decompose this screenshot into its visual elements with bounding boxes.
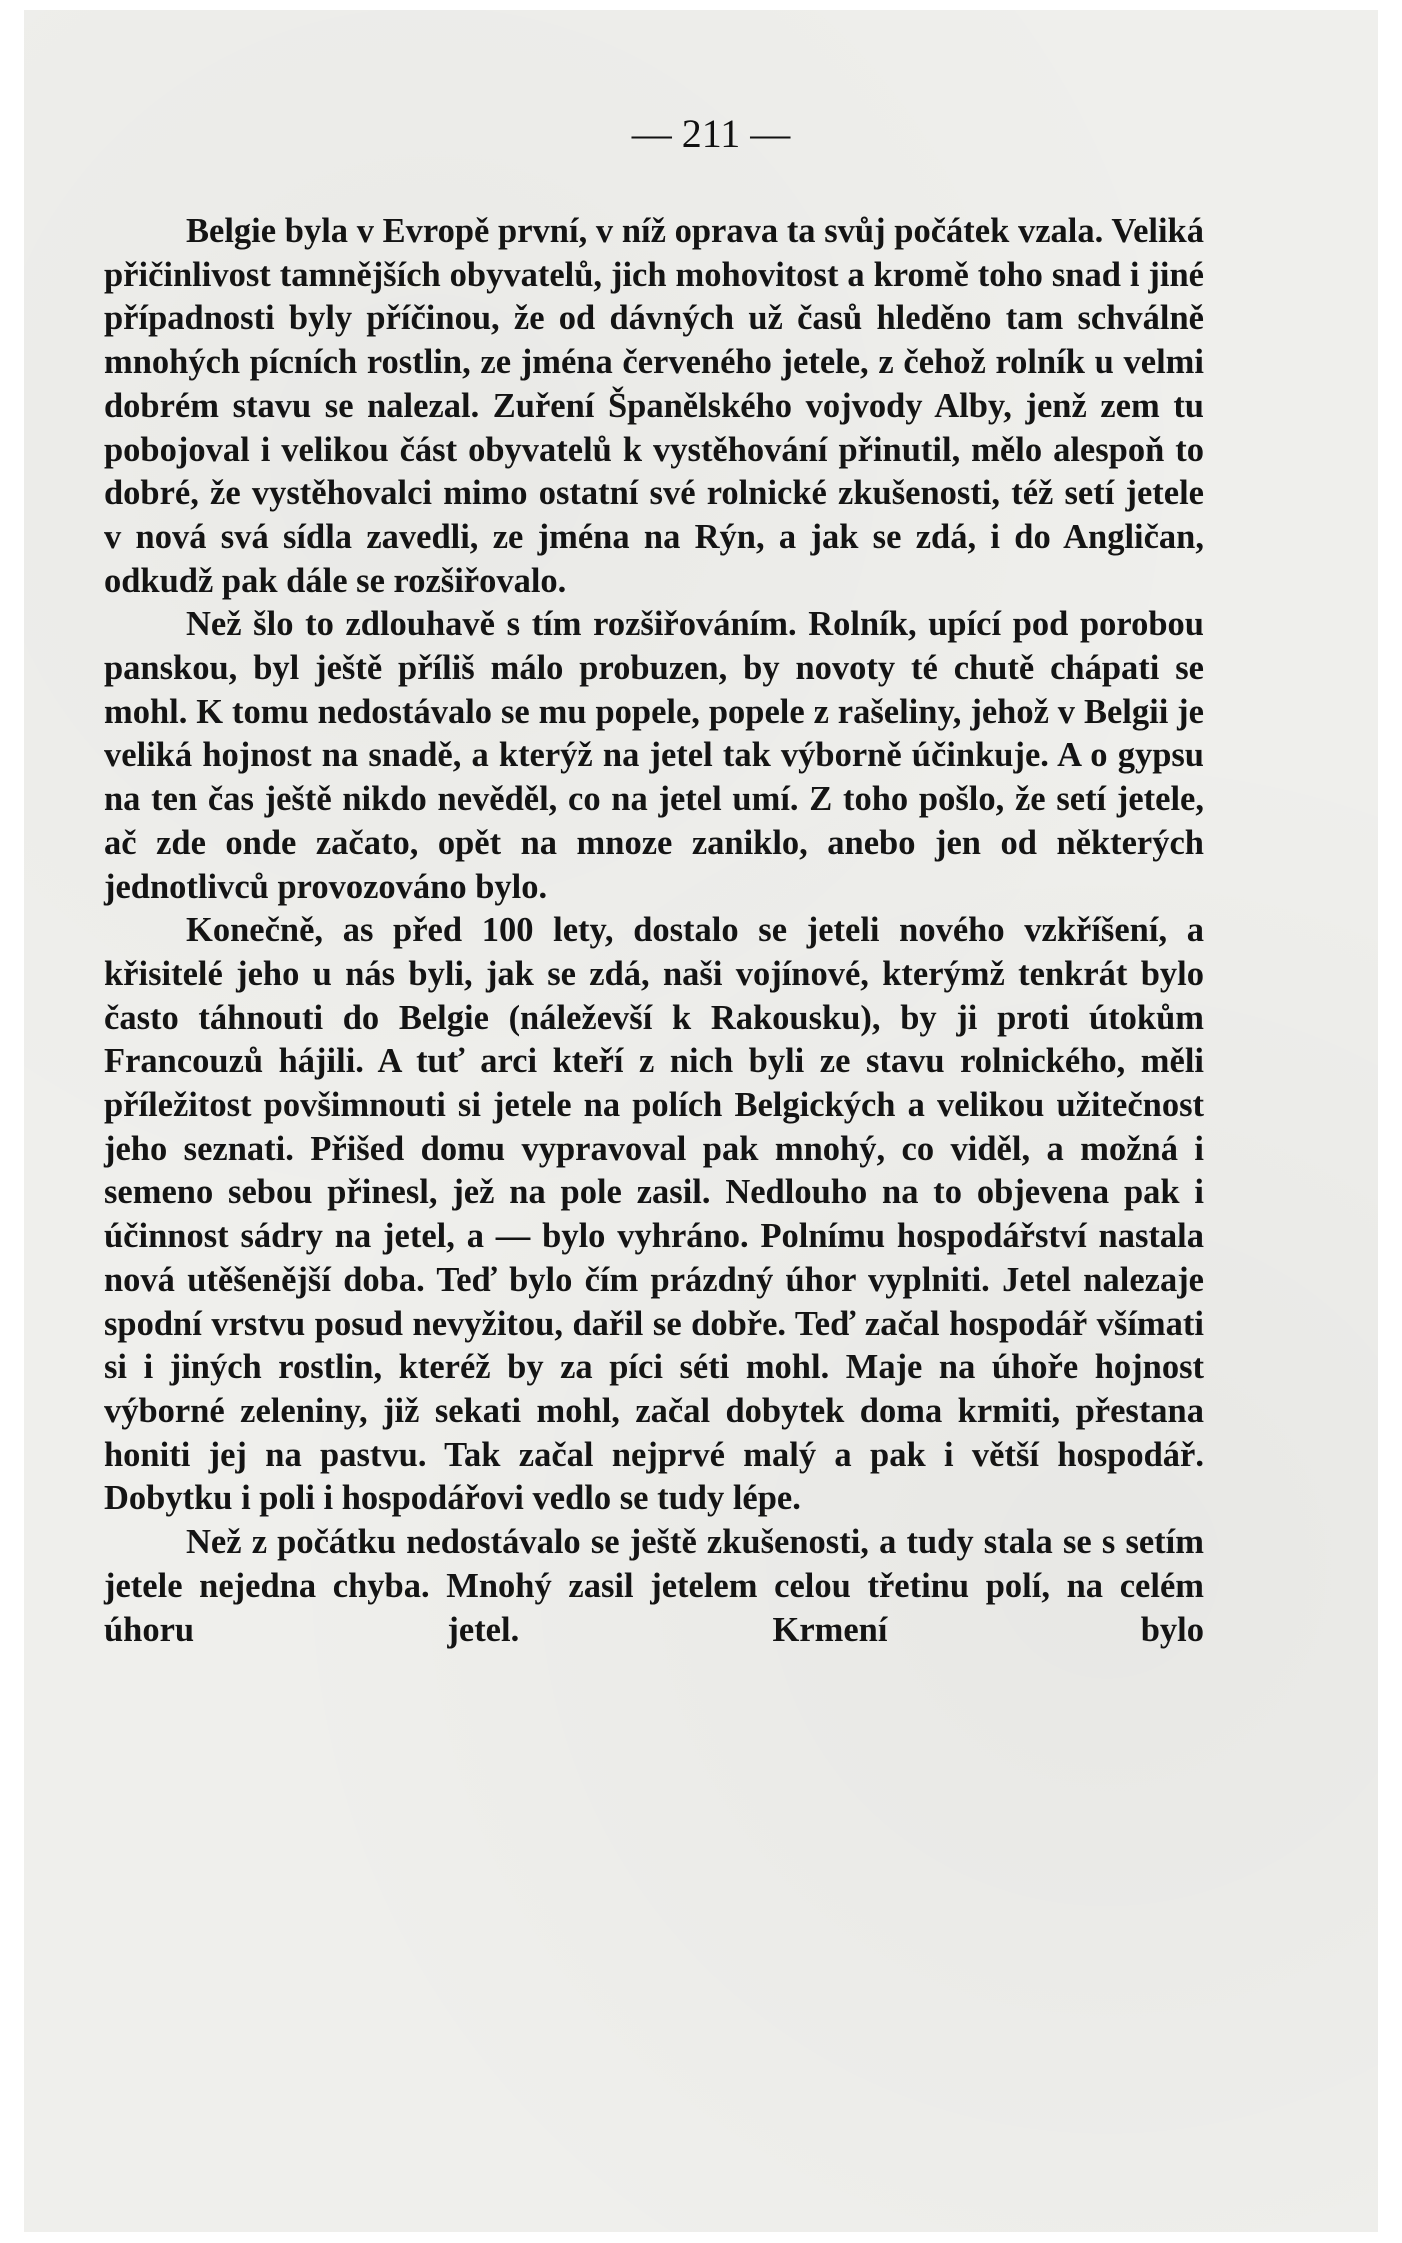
paragraph-1: Belgie byla v Evropě první, v níž oprava ta svůj počátek vzala. Veliká přičinlivost tamnějších obyvatelů, jich mohovitost a kromě toho snad i jiné případnosti byly příčinou, že od dávných už časů hleděno tam schválně mnohých pícních rostlin, ze jména červeného jetele, z čehož rolník u velmi dobrém stavu se nalezal. Zuření Španělského vojvody Alby, jenž zem tu pobojoval i velikou část obyvatelů k vystěhování přinutil, mělo alespoň to dobré, že vystěhovalci mimo ostatní své rolnické zkušenosti, též setí jetele v nová svá sídla zavedli, ze jména na Rýn, a jak se zdá, i do Angličan, odkudž pak dále se rozšiřovalo.: [104, 212, 1204, 600]
paragraph-2: Než šlo to zdlouhavě s tím rozšiřováním. Rolník, upící pod porobou panskou, byl ještě příliš málo probuzen, by novoty té chutě chápati se mohl. K tomu nedostávalo se mu popele, popele z rašeliny, jehož v Belgii je veliká hojnost na snadě, a kterýž na jetel tak výborně účinkuje. A o gypsu na ten čas ještě nikdo nevěděl, co na jetel umí. Z toho pošlo, že setí jetele, ač zde onde začato, opět na mnoze zaniklo, anebo jen od některých jednotlivců provozováno bylo.: [104, 605, 1204, 906]
paragraph-3: Konečně, as před 100 lety, dostalo se jeteli nového vzkříšení, a křisitelé jeho u nás byli, jak se zdá, naši vojínové, kterýmž tenkrát bylo často táhnouti do Belgie (náleževší k Rakousku), by ji proti útokům Francouzů hájili. A tuť arci kteří z nich byli ze stavu rolnického, měli příležitost povšimnouti si jetele na polích Belgických a velikou užitečnost jeho seznati. Přišed domu vypravoval pak mnohý, co viděl, a možná i semeno sebou přinesl, jež na pole zasil. Nedlouho na to objevena pak i účinnost sádry na jetel, a — bylo vyhráno. Polnímu hospodářství nastala nová utěšenější doba. Teď bylo čím prázdný úhor vyplniti. Jetel nalezaje spodní vrstvu posud nevyžitou, dařil se dobře. Teď začal hospodář všímati si i jiných rostlin, kteréž by za píci séti mohl. Maje na úhoře hojnost výborné zeleniny, již sekati mohl, začal dobytek doma krmiti, přestana honiti jej na pastvu. Tak začal nejprvé malý a pak i větší hospodář. Dobytku i poli i hospodářovi vedlo se tudy lépe.: [104, 911, 1204, 1518]
book-page: [24, 10, 1378, 2232]
page-number: — 211 —: [631, 111, 791, 156]
body-text: [104, 210, 1204, 1652]
paragraph-4: Než z počátku nedostávalo se ještě zkušenosti, a tudy stala se s setím jetele nejedna chyba. Mnohý zasil jetelem celou třetinu polí, na celém úhoru jetel. Krmení bylo: [104, 1523, 1204, 1649]
